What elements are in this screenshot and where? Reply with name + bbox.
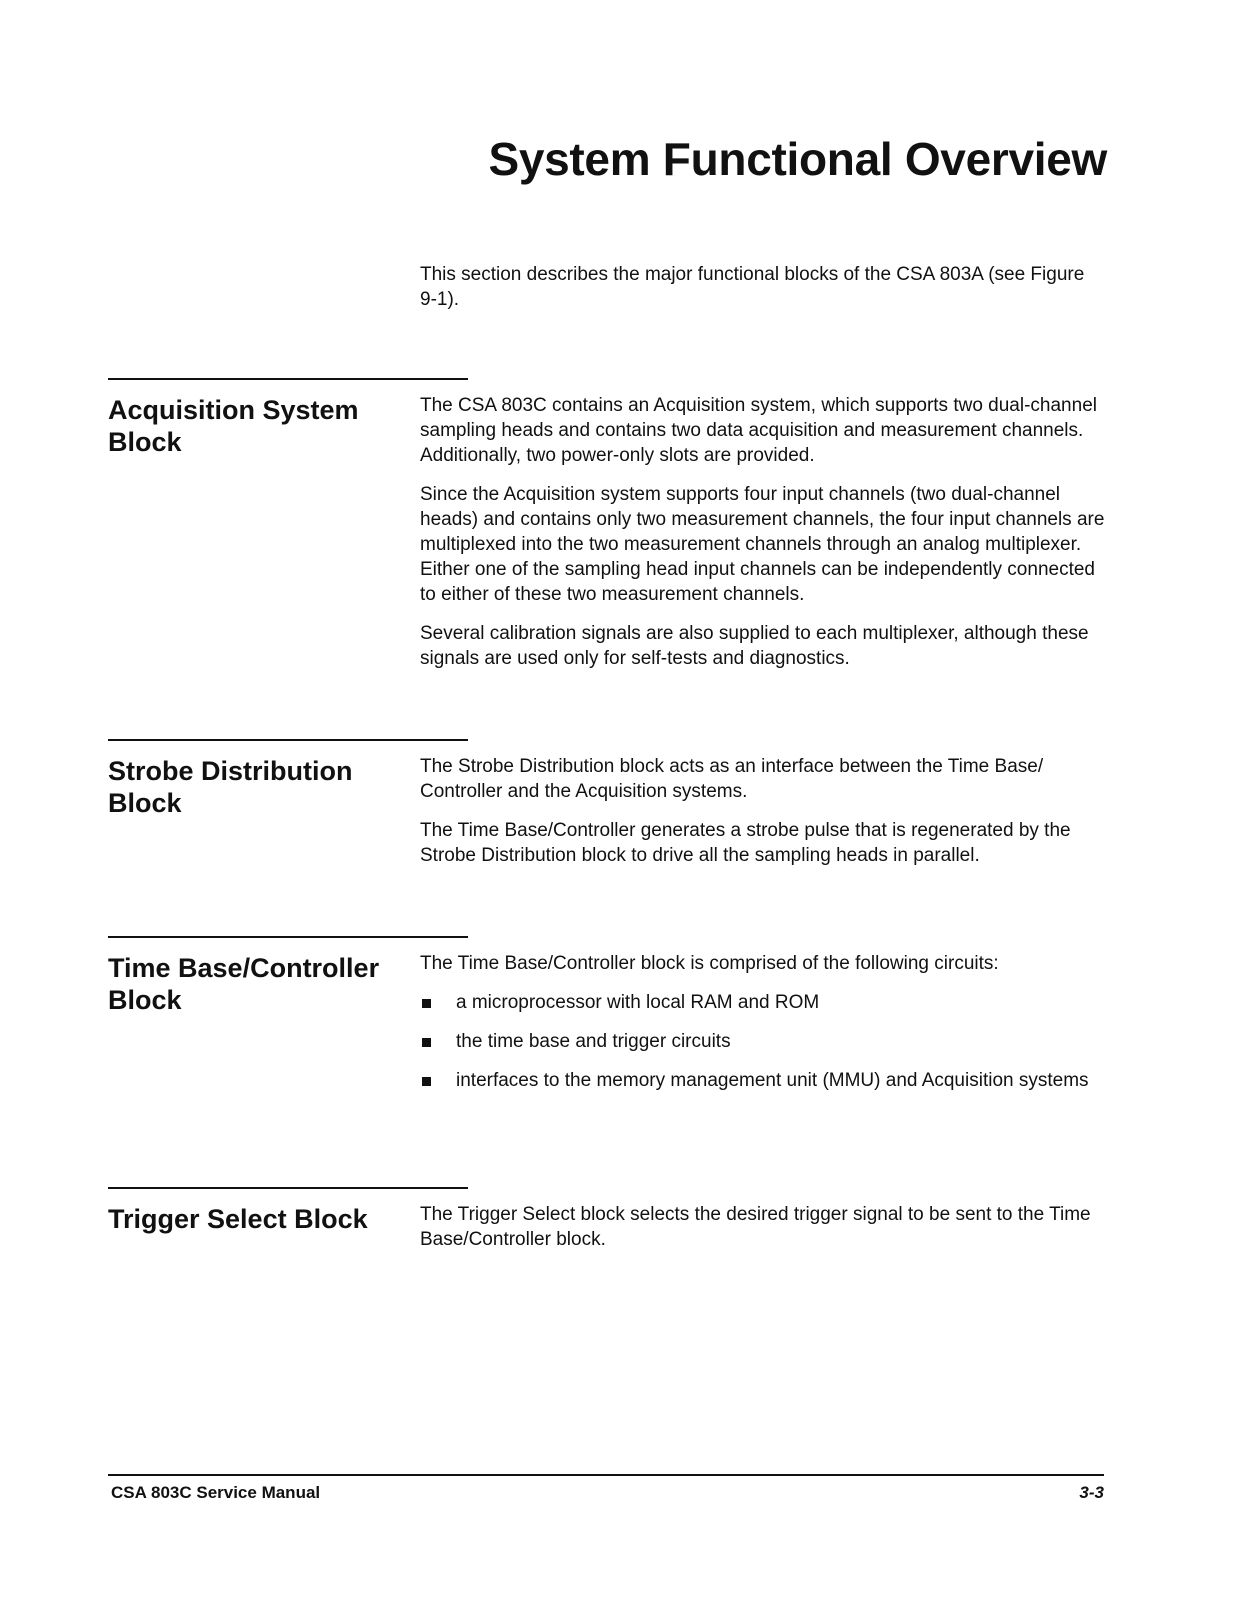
section-divider — [108, 378, 468, 380]
bullet-list — [420, 990, 1105, 1093]
body-paragraph: The Time Base/Controller generates a strobe pulse that is regenerated by the Strobe Distribution block to drive all the sampling heads in parallel. — [420, 820, 1071, 866]
section-divider — [108, 739, 468, 741]
section-heading: Time Base/Controller Block — [108, 953, 380, 1015]
square-bullet-icon — [422, 999, 431, 1008]
body-paragraph: Since the Acquisition system supports four input channels (two dual-channel heads) and contains only two measurement channels, the four input channels are multiplexed into the two measurement channels through an analog multiplexer. Either one of the sampling head input channels can be independently connected to either of these two measurement channels. — [420, 484, 1105, 605]
body-paragraph: The CSA 803C contains an Acquisition system, which supports two dual-channel sampling heads and contains two data acquisition and measurement channels. Additionally, two power-only slots are provided. — [420, 395, 1097, 466]
section-strobe-distribution — [108, 739, 1108, 866]
section-body — [420, 393, 1105, 685]
list-item — [420, 1029, 1105, 1054]
section-body — [420, 1202, 1105, 1266]
list-item — [420, 1068, 1105, 1093]
page-title: System Functional Overview — [488, 133, 1107, 185]
list-item — [420, 990, 1105, 1015]
body-paragraph: The Strobe Distribution block acts as an interface between the Time Base/ Controller and the Acquisition systems. — [420, 756, 1044, 802]
section-heading: Strobe Distribution Block — [108, 756, 353, 818]
section-body — [420, 754, 1105, 882]
page-footer — [108, 1474, 1104, 1502]
body-paragraph: The Time Base/Controller block is comprised of the following circuits: — [420, 953, 999, 974]
section-body — [420, 951, 1105, 1107]
footer-page-number: 3-3 — [1079, 1483, 1104, 1502]
list-item-text: the time base and trigger circuits — [456, 1031, 731, 1052]
square-bullet-icon — [422, 1038, 431, 1047]
intro-paragraph: This section describes the major functional blocks of the CSA 803A (see Figure 9-1). — [420, 264, 1085, 310]
section-trigger-select — [108, 1187, 1108, 1250]
section-divider — [108, 936, 468, 938]
body-paragraph: The Trigger Select block selects the desired trigger signal to be sent to the Time Base/Controller block. — [420, 1204, 1091, 1250]
section-heading: Trigger Select Block — [108, 1204, 368, 1234]
square-bullet-icon — [422, 1077, 431, 1086]
section-heading: Acquisition System Block — [108, 395, 359, 457]
list-item-text: interfaces to the memory management unit (MMU) and Acquisition systems — [456, 1070, 1089, 1091]
footer-divider — [108, 1474, 1104, 1476]
section-acquisition-system — [108, 378, 1108, 669]
section-divider — [108, 1187, 468, 1189]
footer-manual-title: CSA 803C Service Manual — [111, 1483, 321, 1502]
section-time-base-controller — [108, 936, 1108, 1091]
body-paragraph: Several calibration signals are also supplied to each multiplexer, although these signals are used only for self-tests and diagnostics. — [420, 623, 1089, 669]
list-item-text: a microprocessor with local RAM and ROM — [456, 992, 820, 1013]
